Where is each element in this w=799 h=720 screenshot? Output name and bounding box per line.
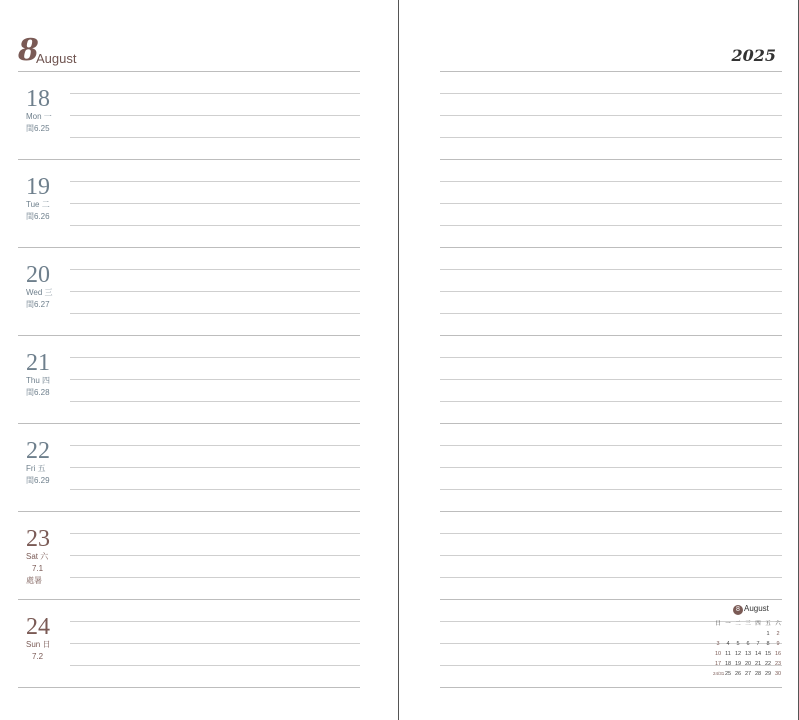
ruled-line <box>70 621 360 622</box>
ruled-line <box>440 467 782 468</box>
mini-calendar-date: 29 <box>764 671 772 677</box>
mini-calendar-date: 13 <box>744 651 752 657</box>
month-number: 8 <box>18 33 39 68</box>
year-label: 2025 <box>731 46 776 65</box>
ruled-line <box>440 555 782 556</box>
ruled-line <box>70 181 360 182</box>
day-entry <box>18 263 68 311</box>
ruled-line <box>70 643 360 644</box>
day-number: 24 <box>26 614 50 640</box>
solar-term: 處暑 <box>26 576 42 585</box>
ruled-line <box>70 291 360 292</box>
ruled-line <box>18 159 360 160</box>
ruled-line <box>440 511 782 512</box>
mini-calendar-date: 6 <box>746 641 750 647</box>
weekday-label: Tue 二 <box>26 200 50 209</box>
mini-calendar-weekday: 六 <box>775 621 781 627</box>
ruled-line <box>70 401 360 402</box>
mini-calendar-date: 19 <box>734 661 742 667</box>
mini-calendar-date: 18 <box>724 661 732 667</box>
ruled-line <box>70 467 360 468</box>
mini-calendar-date: 9 <box>776 641 780 647</box>
mini-calendar-weekday: 日 <box>715 621 721 627</box>
ruled-line <box>18 247 360 248</box>
mini-calendar-date: 27 <box>744 671 752 677</box>
mini-calendar-date: 30 <box>774 671 782 677</box>
mini-calendar-weekday: 三 <box>745 621 751 627</box>
mini-calendar-date: 5 <box>736 641 740 647</box>
ruled-line <box>18 687 360 688</box>
mini-calendar-date: 22 <box>764 661 772 667</box>
day-entry <box>18 175 68 223</box>
lunar-date: 閏6.29 <box>26 476 50 485</box>
mini-calendar-date: 20 <box>744 661 752 667</box>
mini-calendar <box>713 601 783 679</box>
mini-calendar-date: 15 <box>764 651 772 657</box>
ruled-line <box>440 687 782 688</box>
ruled-line <box>18 599 360 600</box>
ruled-line <box>440 269 782 270</box>
ruled-line <box>70 665 360 666</box>
mini-calendar-date: 4 <box>726 641 730 647</box>
ruled-line <box>70 203 360 204</box>
ruled-line <box>440 225 782 226</box>
ruled-line <box>70 137 360 138</box>
ruled-line <box>440 357 782 358</box>
day-number: 18 <box>26 86 50 112</box>
mini-calendar-date: 23 <box>774 661 782 667</box>
mini-calendar-date: 8 <box>766 641 770 647</box>
mini-calendar-grid <box>713 619 783 679</box>
ruled-line <box>70 93 360 94</box>
weekday-label: Thu 四 <box>26 376 51 385</box>
ruled-line <box>70 115 360 116</box>
ruled-line <box>70 489 360 490</box>
mini-calendar-date: 2 <box>776 631 780 637</box>
mini-calendar-date: 24/31 <box>713 671 725 676</box>
ruled-line <box>70 555 360 556</box>
ruled-line <box>18 423 360 424</box>
ruled-line <box>440 247 782 248</box>
ruled-line <box>440 445 782 446</box>
weekday-label: Sun 日 <box>26 640 51 649</box>
ruled-line <box>18 511 360 512</box>
ruled-line <box>70 379 360 380</box>
mini-calendar-month-number: 8 <box>733 605 743 615</box>
ruled-line <box>70 577 360 578</box>
day-entry <box>18 351 68 399</box>
ruled-line <box>70 269 360 270</box>
mini-calendar-date: 11 <box>725 651 731 657</box>
mini-calendar-weekday: 二 <box>735 621 741 627</box>
ruled-line <box>440 115 782 116</box>
day-number: 23 <box>26 526 50 552</box>
weekday-label: Fri 五 <box>26 464 46 473</box>
ruled-line <box>18 335 360 336</box>
day-entry <box>18 615 68 663</box>
ruled-line <box>440 335 782 336</box>
lunar-date: 閏6.27 <box>26 300 50 309</box>
weekday-label: Sat 六 <box>26 552 49 561</box>
day-number: 22 <box>26 438 50 464</box>
mini-calendar-weekday: 一 <box>725 621 731 627</box>
ruled-line <box>440 379 782 380</box>
ruled-line <box>440 159 782 160</box>
ruled-line <box>18 71 360 72</box>
ruled-line <box>70 533 360 534</box>
ruled-line <box>440 137 782 138</box>
weekday-label: Wed 三 <box>26 288 53 297</box>
mini-calendar-date: 28 <box>754 671 762 677</box>
day-entry <box>18 439 68 487</box>
mini-calendar-month-name: August <box>744 604 769 613</box>
mini-calendar-date: 25 <box>724 671 732 677</box>
ruled-line <box>70 225 360 226</box>
ruled-line <box>440 489 782 490</box>
day-number: 21 <box>26 350 50 376</box>
ruled-line <box>440 181 782 182</box>
mini-calendar-date: 21 <box>754 661 762 667</box>
mini-calendar-date: 1 <box>766 631 770 637</box>
mini-calendar-date: 3 <box>716 641 720 647</box>
day-number: 20 <box>26 262 50 288</box>
ruled-line <box>70 313 360 314</box>
mini-calendar-date <box>733 629 743 639</box>
ruled-line <box>440 599 782 600</box>
mini-calendar-header <box>713 601 783 617</box>
mini-calendar-date <box>753 629 763 639</box>
day-number: 19 <box>26 174 50 200</box>
mini-calendar-date: 10 <box>714 651 722 657</box>
mini-calendar-date: 12 <box>734 651 742 657</box>
mini-calendar-date <box>723 629 733 639</box>
mini-calendar-date: 17 <box>714 661 722 667</box>
left-page <box>0 0 399 720</box>
ruled-line <box>440 313 782 314</box>
ruled-line <box>70 445 360 446</box>
ruled-line <box>440 93 782 94</box>
ruled-line <box>440 203 782 204</box>
ruled-line <box>70 357 360 358</box>
weekday-label: Mon 一 <box>26 112 52 121</box>
ruled-line <box>440 577 782 578</box>
lunar-date: 7.2 <box>32 652 44 661</box>
month-name: August <box>36 51 77 66</box>
mini-calendar-weekday: 四 <box>755 621 761 627</box>
lunar-date: 閏6.28 <box>26 388 50 397</box>
ruled-line <box>440 533 782 534</box>
mini-calendar-date: 7 <box>756 641 760 647</box>
ruled-line <box>440 423 782 424</box>
mini-calendar-weekday: 五 <box>765 621 771 627</box>
mini-calendar-date <box>713 629 723 639</box>
day-entry <box>18 87 68 135</box>
ruled-line <box>440 71 782 72</box>
mini-calendar-date: 16 <box>774 651 782 657</box>
mini-calendar-date: 14 <box>754 651 762 657</box>
day-entry <box>18 527 68 587</box>
mini-calendar-date: 26 <box>734 671 742 677</box>
ruled-line <box>440 401 782 402</box>
mini-calendar-date <box>743 629 753 639</box>
lunar-date: 7.1 <box>32 564 44 573</box>
ruled-line <box>440 291 782 292</box>
lunar-date: 閏6.25 <box>26 124 50 133</box>
lunar-date: 閏6.26 <box>26 212 50 221</box>
